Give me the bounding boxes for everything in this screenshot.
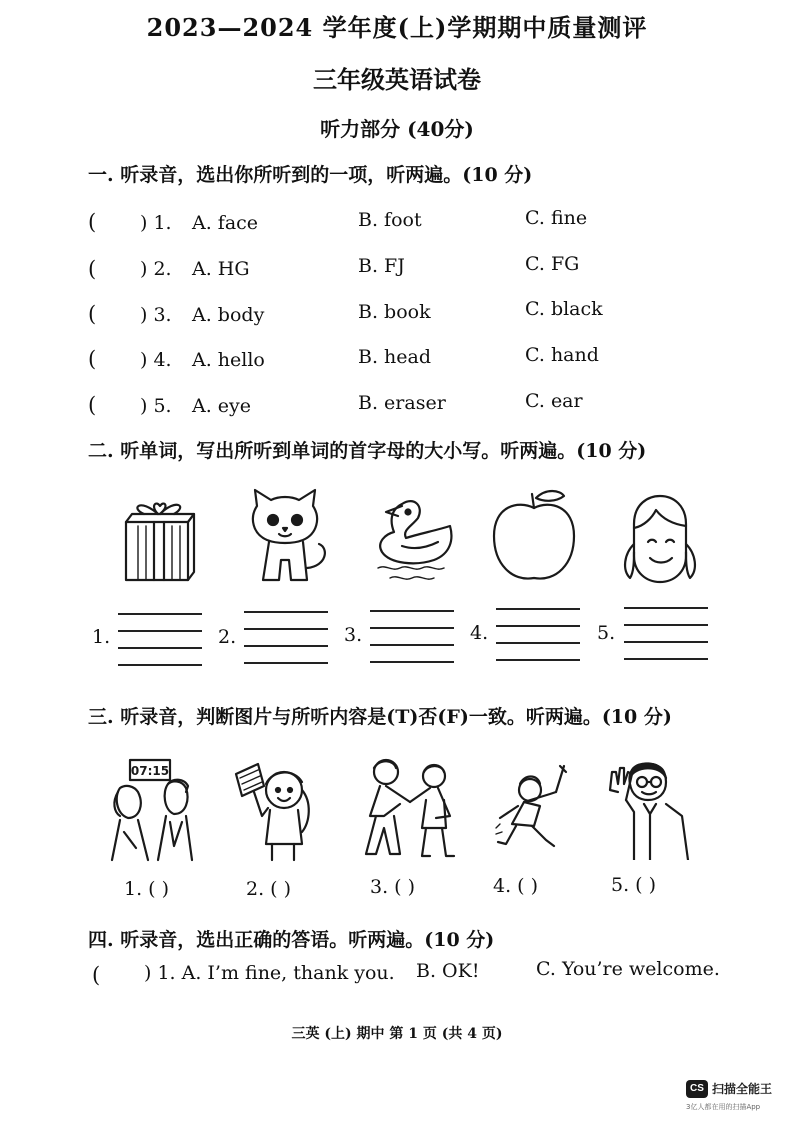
option-a: A. face [192,212,259,234]
exam-subtitle: 三年级英语试卷 [313,65,481,94]
answer-bracket[interactable]: ( [92,963,101,987]
listening-section-label: 听力部分 (40分) [320,117,474,141]
option-b: B. OK! [416,960,480,982]
teacher-waving-icon [604,760,694,860]
part2-number: 2. [218,626,237,648]
option-a: A. HG [192,258,250,280]
option-a: A. hello [192,349,265,371]
answer-slot[interactable]: 2. ( ) [246,878,292,900]
option-b: B. FJ [358,255,405,277]
option-c: C. You’re welcome. [536,958,720,980]
question-number-and-option-a: ) 1. A. I’m fine, thank you. [144,962,395,984]
part2-number: 1. [92,626,111,648]
question-number: ) 4. [140,349,172,371]
camscanner-tagline: 3亿人都在用的扫描App [686,1103,761,1111]
gift-box-icon [120,496,196,584]
option-a: A. eye [192,395,252,417]
page-footer: 三英 (上) 期中 第 1 页 (共 4 页) [291,1026,503,1042]
part4-heading: 四. 听录音，选出正确的答语。听两遍。(10 分) [88,929,495,951]
girl-face-icon [620,494,700,588]
part3-heading: 三. 听录音，判断图片与所听内容是(T)否(F)一致。听两遍。(10 分) [88,706,672,728]
answer-slot[interactable]: 3. ( ) [370,876,416,898]
option-b: B. book [358,301,431,323]
boy-dancing-icon [494,762,574,854]
answer-bracket[interactable]: ( [88,210,97,234]
answer-bracket[interactable]: ( [88,347,97,371]
answer-bracket[interactable]: ( [88,393,97,417]
question-number: ) 1. [140,212,172,234]
option-b: B. head [358,346,432,368]
option-c: C. hand [525,344,599,366]
option-b: B. eraser [358,392,446,414]
option-c: C. fine [525,207,588,229]
option-c: C. ear [525,390,583,412]
question-number: ) 3. [140,304,172,326]
duck-icon [372,494,464,586]
camscanner-name: 扫描全能王 [712,1082,773,1096]
cat-icon [245,488,331,586]
question-number: ) 5. [140,395,172,417]
answer-bracket[interactable]: ( [88,257,97,281]
part2-number: 3. [344,624,363,646]
girl-with-book-icon [232,756,318,862]
answer-slot[interactable]: 1. ( ) [124,878,170,900]
part1-heading: 一. 听录音，选出你所听到的一项，听两遍。(10 分) [88,164,533,186]
option-c: C. FG [525,253,580,275]
exam-title: 2023—2024 学年度(上)学期期中质量测评 [146,13,648,42]
apple-icon [488,488,580,586]
men-shaking-hands-icon [360,756,462,860]
camscanner-logo: CS [686,1080,708,1098]
option-a: A. body [192,304,265,326]
answer-slot[interactable]: 4. ( ) [493,875,539,897]
part2-number: 4. [470,622,489,644]
couple-with-clock-icon [108,752,204,864]
question-number: ) 2. [140,258,172,280]
clock-time: 07:15 [130,764,170,778]
part2-heading: 二. 听单词，写出所听到单词的首字母的大小写。听两遍。(10 分) [88,440,647,462]
option-b: B. foot [358,209,422,231]
part2-number: 5. [597,622,616,644]
answer-slot[interactable]: 5. ( ) [611,874,657,896]
answer-bracket[interactable]: ( [88,302,97,326]
option-c: C. black [525,298,603,320]
